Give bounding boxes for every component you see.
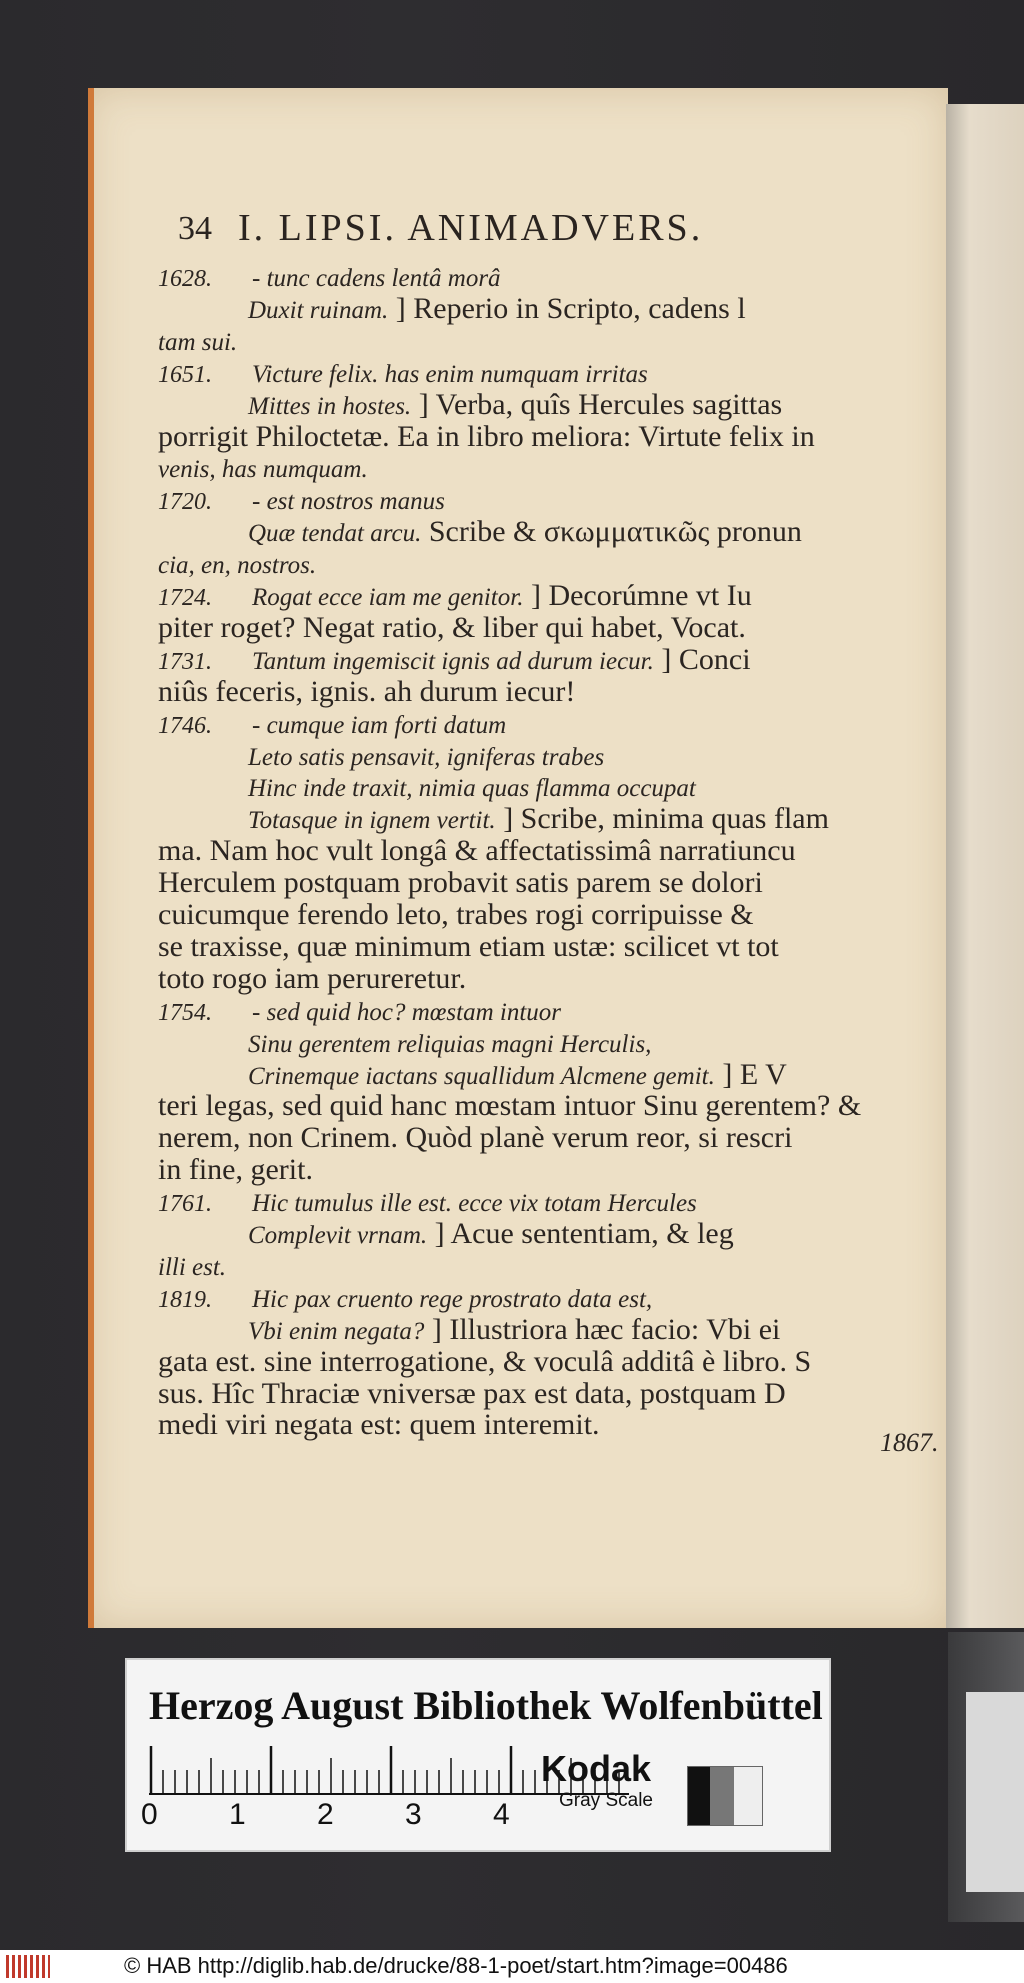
line-text: Tantum ingemiscit ignis ad durum iecur. bbox=[252, 647, 654, 675]
text-line bbox=[158, 675, 575, 709]
line-text: sus. Hîc Thraciæ vniversæ pax est data, postquam D bbox=[158, 1376, 786, 1410]
line-rest: ] Reperio in Scripto, cadens l bbox=[388, 291, 746, 325]
text-line bbox=[158, 962, 466, 996]
line-text: Duxit ruinam. bbox=[248, 296, 389, 324]
line-text: Mittes in hostes. bbox=[248, 392, 412, 420]
text-line bbox=[158, 1121, 792, 1155]
line-text: - est nostros manus bbox=[252, 488, 445, 516]
line-text: se traxisse, quæ minimum etiam ustæ: scilicet vt tot bbox=[158, 929, 779, 963]
text-line bbox=[158, 834, 796, 868]
line-rest: Virtute felix in bbox=[631, 419, 815, 453]
line-text: in fine, gerit. bbox=[158, 1153, 313, 1187]
line-text: piter roget? Negat ratio, & liber qui habet, Vocat. bbox=[158, 610, 746, 644]
line-text: Vbi enim negata? bbox=[248, 1317, 425, 1345]
line-rest: Scribe & σκωμματικῶς pronun bbox=[421, 515, 802, 549]
line-text: venis, has numquam. bbox=[158, 456, 368, 484]
footer-copyright-link[interactable]: © HAB http://diglib.hab.de/drucke/88-1-poet/start.htm?image=00486 bbox=[124, 1953, 788, 1978]
line-rest: ] Scribe, minima quas flam bbox=[495, 802, 829, 836]
text-line bbox=[158, 356, 648, 390]
library-title: Herzog August Bibliothek Wolfenbüttel bbox=[149, 1683, 823, 1728]
catchword: 1867. bbox=[880, 1428, 939, 1457]
ruler-number: 3 bbox=[405, 1798, 422, 1831]
text-line bbox=[158, 707, 506, 741]
text-line bbox=[158, 1185, 697, 1219]
book-page bbox=[88, 88, 948, 1628]
line-text: Complevit vrnam. bbox=[248, 1222, 428, 1249]
running-title: I. LIPSI. ANIMADVERS. bbox=[238, 207, 704, 249]
line-text: nerem, non Crinem. Quòd planè verum reor, si rescri bbox=[158, 1121, 793, 1155]
text-line bbox=[158, 260, 501, 294]
line-number: 1746. bbox=[158, 712, 212, 739]
hab-logo-icon bbox=[6, 1955, 50, 1978]
facing-card bbox=[966, 1692, 1024, 1892]
line-text: Hinc inde traxit, nimia quas flamma occupat bbox=[248, 775, 696, 803]
text-line bbox=[158, 324, 237, 358]
line-rest: ] Illustriora hæc facio: Vbi ei bbox=[424, 1312, 781, 1346]
text-line bbox=[248, 770, 696, 804]
line-rest: ] E V bbox=[714, 1057, 787, 1091]
line-text: cuicumque ferendo leto, trabes rogi corripuisse & bbox=[158, 898, 754, 931]
text-line bbox=[248, 1313, 780, 1347]
text-line bbox=[248, 292, 746, 326]
facing-page-lower bbox=[948, 1632, 1024, 1922]
ruler-number: 4 bbox=[493, 1798, 510, 1831]
line-rest: ] Conci bbox=[653, 642, 751, 676]
line-number: 1819. bbox=[158, 1286, 212, 1313]
line-number: 1761. bbox=[158, 1191, 212, 1218]
line-text: toto rogo iam perureretur. bbox=[158, 961, 467, 995]
ruler-number: 0 bbox=[141, 1798, 158, 1831]
line-text: niûs feceris, ignis. ah durum iecur! bbox=[158, 674, 576, 708]
text-line bbox=[158, 611, 746, 645]
text-line bbox=[248, 1026, 651, 1060]
line-text: ma. Nam hoc vult longâ & affectatissimâ narratiuncu bbox=[158, 834, 796, 868]
page-number: 34 bbox=[178, 210, 212, 247]
text-line bbox=[158, 420, 815, 454]
line-number: 1724. bbox=[158, 585, 212, 611]
line-text: tam sui. bbox=[158, 328, 238, 356]
text-line bbox=[158, 1377, 786, 1411]
text-line bbox=[248, 515, 802, 549]
line-text: gata est. sine interrogatione, & voculâ additâ è libro. S bbox=[158, 1344, 812, 1378]
line-text: - tunc cadens lentâ morâ bbox=[252, 265, 501, 292]
gray-scale-text: Gray Scale bbox=[559, 1790, 653, 1811]
text-line bbox=[158, 1089, 861, 1123]
line-text: illi est. bbox=[158, 1253, 227, 1281]
line-text: Hic tumulus ille est. ecce vix totam Hercules bbox=[252, 1190, 697, 1218]
line-text: Rogat ecce iam me genitor. bbox=[252, 584, 524, 611]
library-label bbox=[125, 1658, 831, 1852]
text-line bbox=[158, 1153, 313, 1187]
gray-scale-swatch bbox=[687, 1766, 763, 1826]
text-line bbox=[248, 739, 604, 773]
line-rest: ] Acue sententiam, & leg bbox=[427, 1217, 734, 1250]
text-line bbox=[248, 1058, 787, 1092]
text-line bbox=[158, 994, 561, 1028]
text-line bbox=[248, 1217, 734, 1251]
text-line bbox=[158, 483, 445, 517]
text-line bbox=[158, 451, 368, 485]
line-text: teri legas, sed quid hanc mœstam intuor Sinu gerentem? & bbox=[158, 1089, 862, 1123]
line-text: medi viri negata est: quem interemit. bbox=[158, 1408, 600, 1442]
text-line bbox=[248, 802, 829, 836]
ruler-number: 1 bbox=[229, 1798, 246, 1831]
text-line bbox=[158, 898, 754, 932]
text-line bbox=[158, 643, 751, 677]
line-text: - sed quid hoc? mœstam intuor bbox=[252, 998, 562, 1026]
line-text: Sinu gerentem reliquias magni Herculis, bbox=[248, 1030, 652, 1058]
text-line bbox=[158, 1249, 226, 1283]
text-line bbox=[248, 388, 782, 422]
line-text: Quæ tendat arcu. bbox=[248, 520, 422, 548]
footer-bar bbox=[0, 1950, 1024, 1983]
line-number: 1731. bbox=[158, 648, 212, 675]
line-number: 1651. bbox=[158, 361, 212, 388]
text-line bbox=[158, 1281, 652, 1315]
line-text: Leto satis pensavit, igniferas trabes bbox=[248, 743, 605, 771]
kodak-logo: Kodak bbox=[541, 1748, 652, 1789]
line-text: Victure felix. has enim numquam irritas bbox=[252, 360, 648, 388]
line-text: Hic pax cruento rege prostrato data est, bbox=[252, 1285, 653, 1313]
line-text: cia, en, nostros. bbox=[158, 552, 317, 580]
line-text: - cumque iam forti datum bbox=[252, 711, 507, 739]
text-line bbox=[158, 930, 779, 964]
text-line bbox=[158, 579, 752, 613]
facing-page-edge bbox=[946, 104, 1024, 1628]
ruler-number: 2 bbox=[317, 1798, 334, 1831]
line-rest: ] Decorúmne vt Iu bbox=[523, 579, 752, 612]
text-line bbox=[158, 1408, 600, 1442]
line-rest: ] Verba, quîs Hercules sagittas bbox=[411, 387, 783, 421]
line-number: 1754. bbox=[158, 999, 212, 1026]
text-line bbox=[158, 1345, 811, 1379]
text-line bbox=[158, 866, 763, 900]
line-text: Crinemque iactans squallidum Alcmene gemit. bbox=[248, 1062, 715, 1090]
line-text: porrigit Philoctetæ. Ea in libro meliora: bbox=[158, 419, 632, 453]
line-text: Totasque in ignem vertit. bbox=[248, 807, 496, 835]
line-number: 1720. bbox=[158, 489, 212, 516]
line-text: Herculem postquam probavit satis parem se dolori bbox=[158, 866, 763, 900]
text-line bbox=[158, 547, 316, 581]
line-number: 1628. bbox=[158, 266, 212, 292]
